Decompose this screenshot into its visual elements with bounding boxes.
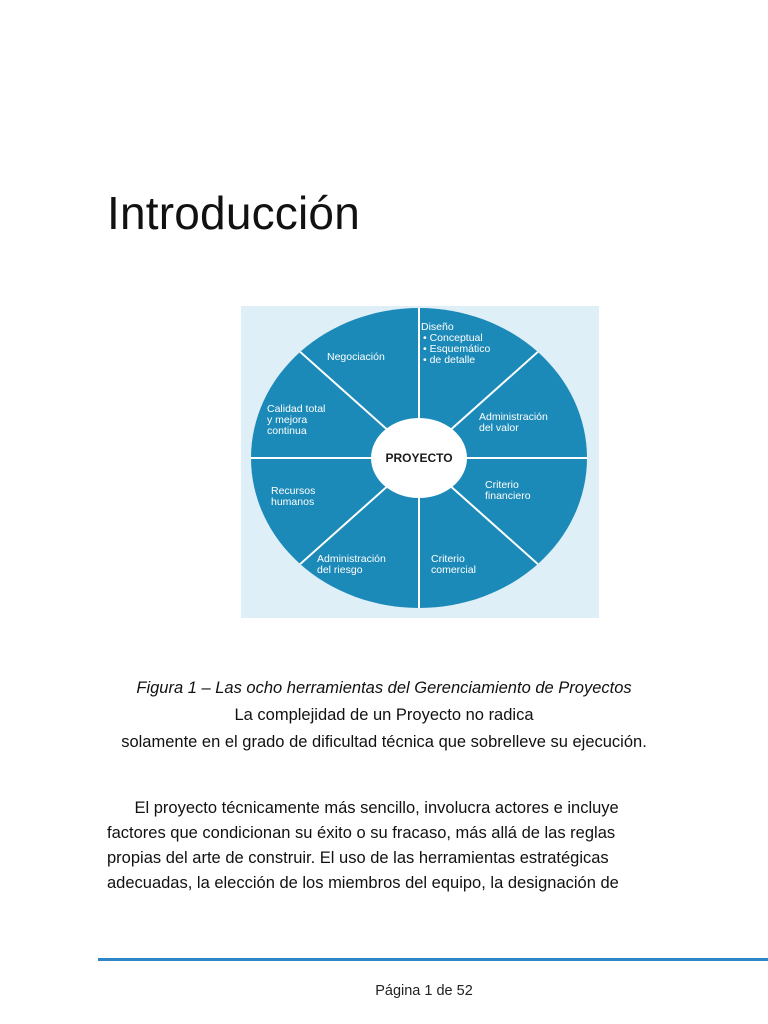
segment-label: Administración <box>317 553 386 565</box>
paragraph-line: factores que condicionan su éxito o su fracaso, más allá de las reglas <box>107 824 616 842</box>
segment-label: Criterio <box>431 553 465 565</box>
project-tools-wheel-figure <box>241 306 599 618</box>
paragraph-line: El proyecto técnicamente más sencillo, involucra actores e incluye <box>107 799 619 817</box>
segment-label: del valor <box>479 422 519 434</box>
segment-label: Diseño <box>421 321 454 333</box>
body-paragraph <box>107 796 747 896</box>
segment-label: • Esquemático <box>423 343 491 355</box>
figure-caption: Figura 1 – Las ocho herramientas del Gerenciamiento de Proyectos <box>136 679 632 697</box>
segment-label: • Conceptual <box>423 332 483 344</box>
center-label: PROYECTO <box>385 451 453 465</box>
segment-label: continua <box>267 425 307 437</box>
page-title: Introducción <box>107 187 360 239</box>
page-number: Página 1 de 52 <box>375 983 473 999</box>
segment-label: Negociación <box>327 351 385 363</box>
segment-label: humanos <box>271 496 315 508</box>
segment-label: • de detalle <box>423 354 476 366</box>
segment-label: Calidad total <box>267 403 326 415</box>
intro-line-1: La complejidad de un Proyecto no radica <box>234 706 534 724</box>
segment-label: comercial <box>431 564 476 576</box>
segment-label: Recursos <box>271 485 316 497</box>
intro-line-2: solamente en el grado de dificultad técnica que sobrelleve su ejecución. <box>121 733 647 751</box>
footer-divider <box>98 958 768 961</box>
segment-label: Criterio <box>485 479 519 491</box>
wheel-diagram <box>241 306 599 618</box>
segment-label: y mejora <box>267 414 308 426</box>
paragraph-line: propias del arte de construir. El uso de las herramientas estratégicas <box>107 849 609 867</box>
paragraph-line: adecuadas, la elección de los miembros del equipo, la designación de <box>107 874 619 892</box>
segment-label: del riesgo <box>317 564 363 576</box>
segment-label: Administración <box>479 411 548 423</box>
segment-label: financiero <box>485 490 531 502</box>
